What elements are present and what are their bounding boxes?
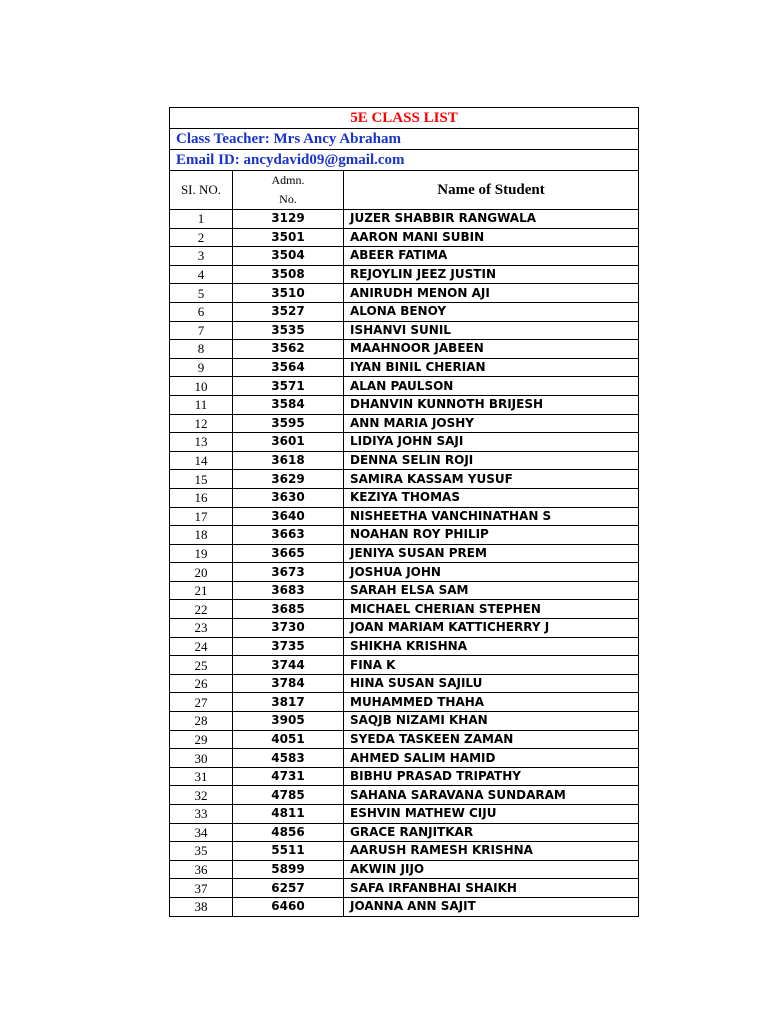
student-name-cell: SAHANA SARAVANA SUNDARAM [344,786,639,805]
student-name-cell: ESHVIN MATHEW CIJU [344,805,639,824]
sl-no-cell: 34 [170,823,233,842]
sl-no-cell: 16 [170,488,233,507]
admn-no-cell: 3508 [233,265,344,284]
admn-no-cell: 6460 [233,897,344,916]
admn-no-cell: 3735 [233,637,344,656]
student-name-cell: LIDIYA JOHN SAJI [344,433,639,452]
sl-no-cell: 7 [170,321,233,340]
header-admn-line1: Admn. [271,173,305,187]
sl-no-cell: 38 [170,897,233,916]
sl-no-cell: 25 [170,656,233,675]
class-teacher: Class Teacher: Mrs Ancy Abraham [170,129,639,150]
table-row [170,860,639,879]
sl-no-cell: 13 [170,433,233,452]
header-student-name: Name of Student [344,171,639,210]
student-name-cell: FINA K [344,656,639,675]
header-admn-line2: No. [279,192,297,206]
table-row [170,526,639,545]
table-row [170,544,639,563]
admn-no-cell: 4856 [233,823,344,842]
student-name-cell: SAQJB NIZAMI KHAN [344,712,639,731]
admn-no-cell: 3683 [233,581,344,600]
sl-no-cell: 32 [170,786,233,805]
table-row [170,395,639,414]
sl-no-cell: 31 [170,767,233,786]
sl-no-cell: 20 [170,563,233,582]
table-row [170,619,639,638]
admn-no-cell: 3618 [233,451,344,470]
sl-no-cell: 9 [170,358,233,377]
student-name-cell: BIBHU PRASAD TRIPATHY [344,767,639,786]
sl-no-cell: 37 [170,879,233,898]
admn-no-cell: 5511 [233,842,344,861]
table-row [170,600,639,619]
table-row [170,340,639,359]
admn-no-cell: 3730 [233,619,344,638]
sl-no-cell: 10 [170,377,233,396]
sl-no-cell: 3 [170,247,233,266]
table-row [170,805,639,824]
admn-no-cell: 3584 [233,395,344,414]
teacher-row [170,129,639,150]
class-list-body [170,108,639,917]
admn-no-cell: 6257 [233,879,344,898]
student-name-cell: DHANVIN KUNNOTH BRIJESH [344,395,639,414]
table-row [170,228,639,247]
student-name-cell: JOSHUA JOHN [344,563,639,582]
sl-no-cell: 18 [170,526,233,545]
sl-no-cell: 2 [170,228,233,247]
table-row [170,786,639,805]
admn-no-cell: 3663 [233,526,344,545]
student-name-cell: IYAN BINIL CHERIAN [344,358,639,377]
table-row [170,377,639,396]
table-row [170,767,639,786]
email-id: Email ID: ancydavid09@gmail.com [170,150,639,171]
sl-no-cell: 28 [170,712,233,731]
student-name-cell: MUHAMMED THAHA [344,693,639,712]
header-row [170,171,639,210]
table-row [170,897,639,916]
table-row [170,674,639,693]
sl-no-cell: 23 [170,619,233,638]
sl-no-cell: 35 [170,842,233,861]
sl-no-cell: 22 [170,600,233,619]
student-name-cell: AARON MANI SUBIN [344,228,639,247]
table-row [170,265,639,284]
admn-no-cell: 3501 [233,228,344,247]
admn-no-cell: 3510 [233,284,344,303]
class-list-title: 5E CLASS LIST [170,108,639,129]
table-row [170,451,639,470]
student-name-cell: GRACE RANJITKAR [344,823,639,842]
student-name-cell: ABEER FATIMA [344,247,639,266]
table-row [170,507,639,526]
sl-no-cell: 21 [170,581,233,600]
student-name-cell: AHMED SALIM HAMID [344,749,639,768]
admn-no-cell: 4583 [233,749,344,768]
table-row [170,637,639,656]
student-name-cell: MICHAEL CHERIAN STEPHEN [344,600,639,619]
admn-no-cell: 3665 [233,544,344,563]
table-row [170,749,639,768]
email-row [170,150,639,171]
student-name-cell: ALAN PAULSON [344,377,639,396]
student-name-cell: DENNA SELIN ROJI [344,451,639,470]
admn-no-cell: 3504 [233,247,344,266]
table-row [170,358,639,377]
student-name-cell: AKWIN JIJO [344,860,639,879]
student-name-cell: SHIKHA KRISHNA [344,637,639,656]
sl-no-cell: 17 [170,507,233,526]
table-row [170,302,639,321]
admn-no-cell: 3595 [233,414,344,433]
student-name-cell: REJOYLIN JEEZ JUSTIN [344,265,639,284]
admn-no-cell: 3535 [233,321,344,340]
table-row [170,563,639,582]
sl-no-cell: 30 [170,749,233,768]
admn-no-cell: 4051 [233,730,344,749]
table-row [170,433,639,452]
class-list-table [169,107,639,917]
table-row [170,730,639,749]
student-name-cell: NISHEETHA VANCHINATHAN S [344,507,639,526]
sl-no-cell: 26 [170,674,233,693]
table-row [170,712,639,731]
sl-no-cell: 14 [170,451,233,470]
table-row [170,247,639,266]
student-name-cell: ALONA BENOY [344,302,639,321]
admn-no-cell: 3571 [233,377,344,396]
sl-no-cell: 11 [170,395,233,414]
sl-no-cell: 36 [170,860,233,879]
table-row [170,284,639,303]
sl-no-cell: 1 [170,210,233,229]
student-name-cell: ISHANVI SUNIL [344,321,639,340]
admn-no-cell: 3744 [233,656,344,675]
student-name-cell: HINA SUSAN SAJILU [344,674,639,693]
student-name-cell: JOANNA ANN SAJIT [344,897,639,916]
student-name-cell: ANIRUDH MENON AJI [344,284,639,303]
table-row [170,823,639,842]
admn-no-cell: 3817 [233,693,344,712]
admn-no-cell: 4785 [233,786,344,805]
admn-no-cell: 3564 [233,358,344,377]
sl-no-cell: 29 [170,730,233,749]
admn-no-cell: 3640 [233,507,344,526]
student-name-cell: ANN MARIA JOSHY [344,414,639,433]
admn-no-cell: 3630 [233,488,344,507]
student-name-cell: JOAN MARIAM KATTICHERRY J [344,619,639,638]
student-name-cell: SARAH ELSA SAM [344,581,639,600]
admn-no-cell: 5899 [233,860,344,879]
sl-no-cell: 12 [170,414,233,433]
header-admn-no [233,171,344,210]
table-row [170,470,639,489]
sl-no-cell: 19 [170,544,233,563]
table-row [170,210,639,229]
student-name-cell: AARUSH RAMESH KRISHNA [344,842,639,861]
admn-no-cell: 3629 [233,470,344,489]
table-row [170,414,639,433]
sl-no-cell: 6 [170,302,233,321]
admn-no-cell: 4731 [233,767,344,786]
student-name-cell: SAMIRA KASSAM YUSUF [344,470,639,489]
sl-no-cell: 33 [170,805,233,824]
table-row [170,842,639,861]
student-name-cell: SAFA IRFANBHAI SHAIKH [344,879,639,898]
admn-no-cell: 4811 [233,805,344,824]
student-name-cell: KEZIYA THOMAS [344,488,639,507]
admn-no-cell: 3673 [233,563,344,582]
table-row [170,321,639,340]
admn-no-cell: 3784 [233,674,344,693]
student-name-cell: JENIYA SUSAN PREM [344,544,639,563]
header-sl-no: SI. NO. [170,171,233,210]
student-name-cell: NOAHAN ROY PHILIP [344,526,639,545]
table-row [170,488,639,507]
table-row [170,581,639,600]
sl-no-cell: 8 [170,340,233,359]
admn-no-cell: 3562 [233,340,344,359]
sl-no-cell: 24 [170,637,233,656]
student-name-cell: JUZER SHABBIR RANGWALA [344,210,639,229]
admn-no-cell: 3685 [233,600,344,619]
table-row [170,656,639,675]
admn-no-cell: 3601 [233,433,344,452]
sl-no-cell: 5 [170,284,233,303]
student-name-cell: SYEDA TASKEEN ZAMAN [344,730,639,749]
admn-no-cell: 3129 [233,210,344,229]
table-row [170,879,639,898]
admn-no-cell: 3527 [233,302,344,321]
student-name-cell: MAAHNOOR JABEEN [344,340,639,359]
sl-no-cell: 4 [170,265,233,284]
table-row [170,693,639,712]
sl-no-cell: 27 [170,693,233,712]
title-row [170,108,639,129]
admn-no-cell: 3905 [233,712,344,731]
sl-no-cell: 15 [170,470,233,489]
